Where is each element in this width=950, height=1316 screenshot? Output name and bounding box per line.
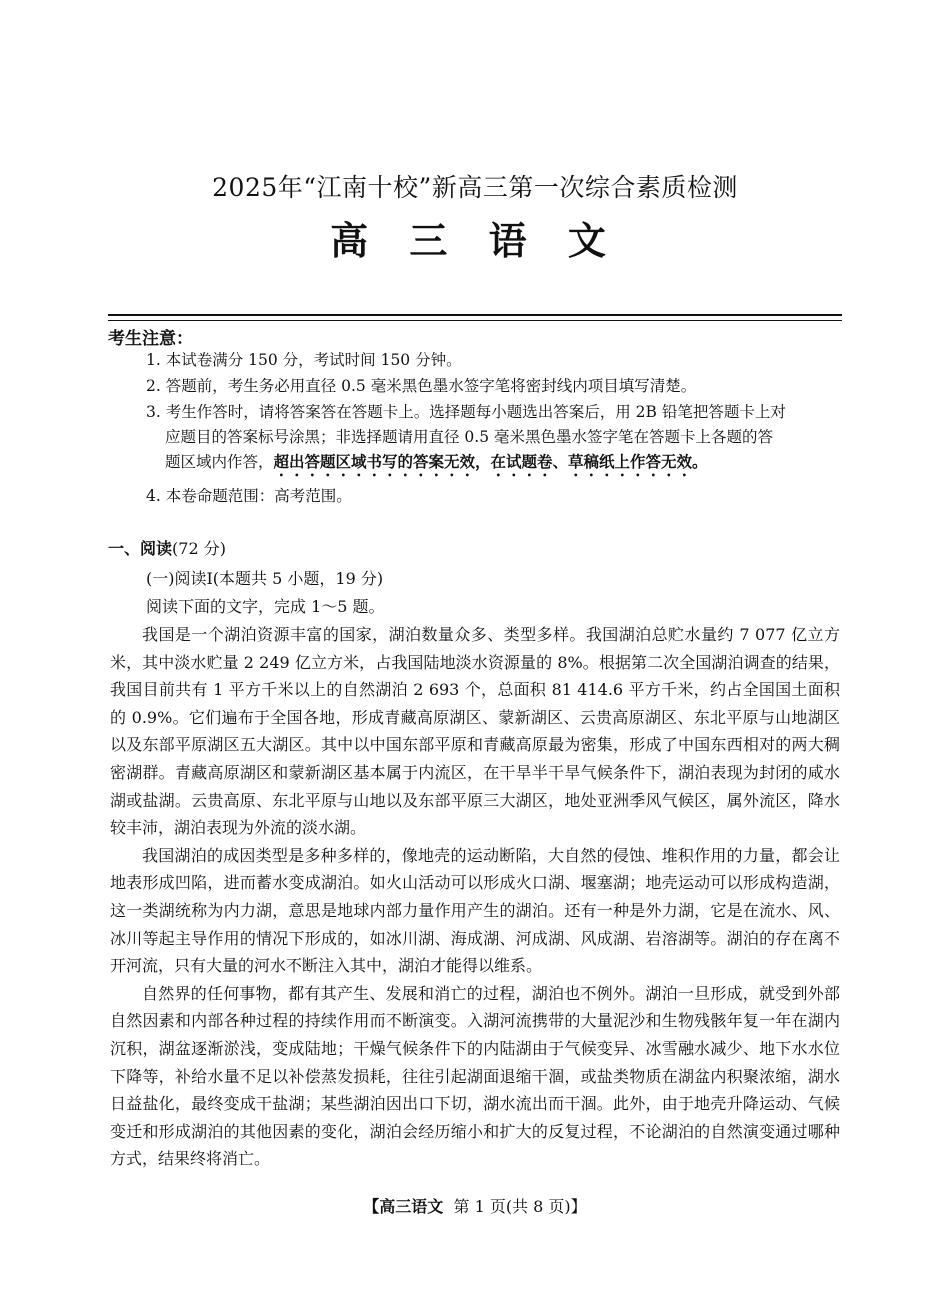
passage-paragraph-3: 自然界的任何事物，都有其产生、发展和消亡的过程，湖泊也不例外。湖泊一旦形成，就受到外部自然因素和内部各种过程的持续作用而不断演变。入湖河流携带的大量泥沙和生物残骸年复一年在湖内沉积，湖盆逐渐淤浅，变成陆地；干燥气候条件下的内陆湖由于气候变异、冰雪融水减少、地下水水位下降等，补给水量不足以补偿蒸发损耗，往往引起湖面退缩干涸，或盐类物质在湖盆内积聚浓缩，湖水日益盐化，最终变成干盐湖；某些湖泊因出口下切，湖水流出而干涸。此外，由于地壳升降运动、气候变迁和形成湖泊的其他因素的变化，湖泊会经历缩小和扩大的反复过程，不论湖泊的自然演变通过哪种方式，结果终将消亡。 xyxy=(110,983,840,1169)
section-score: (72 分) xyxy=(172,539,226,558)
footer-label: 【高三语文 xyxy=(363,1197,444,1216)
notice-item-3-line-2: 应题目的答案标号涂黑；非选择题请用直径 0.5 毫米黑色墨水签字笔在答题卡上各题的答 xyxy=(165,428,774,446)
notice-item-3 xyxy=(146,400,842,480)
reading-passage xyxy=(110,621,840,1173)
page-footer xyxy=(0,1194,950,1217)
notice-item-1: 1. 本试卷满分 150 分，考试时间 150 分钟。 xyxy=(146,351,462,369)
section-heading xyxy=(108,536,226,559)
notice-item-2: 2. 答题前，考生务必用直径 0.5 毫米黑色墨水签字笔将密封线内项目填写清楚。 xyxy=(146,377,697,395)
subject-title: 高 三 语 文 xyxy=(330,218,620,263)
notice-item-3-emphasis: 超出答题区域书写的答案无效，在试题卷、草稿纸上作答无效。 xyxy=(273,453,708,471)
reading-instruction: 阅读下面的文字，完成 1～5 题。 xyxy=(146,597,385,616)
divider-thick xyxy=(108,314,842,316)
notice-item-3-line-1: 3. 考生作答时，请将答案答在答题卡上。选择题每小题选出答案后，用 2B 铅笔把答题卡上对 xyxy=(146,403,786,421)
footer-page-number: 第 1 页(共 8 页)】 xyxy=(453,1197,587,1216)
passage-paragraph-1: 我国是一个湖泊资源丰富的国家，湖泊数量众多、类型多样。我国湖泊总贮水量约 7 077 亿立方米，其中淡水贮量 2 249 亿立方米，占我国陆地淡水资源量的 8%。根据第二次全国湖泊调查的结果，我国目前共有 1 平方千米以上的自然湖泊 2 693 个，总面积 81 414.6 平方千米，约占全国国土面积的 0.9%。它们遍布于全国各地，形成青藏高原湖区、蒙新湖区、云贵高原湖区、东北平原与山地湖区以及东部平原湖区五大湖区。其中以中国东部平原和青藏高原最为密集，形成了中国东西相对的两大稠密湖群。青藏高原湖区和蒙新湖区基本属于内流区，在干旱半干旱气候条件下，湖泊表现为封闭的咸水湖或盐湖。云贵高原、东北平原与山地以及东部平原三大湖区，地处亚洲季风气候区，属外流区，降水较丰沛，湖泊表现为外流的淡水湖。 xyxy=(110,625,840,838)
notice-item-4: 4. 本卷命题范围：高考范围。 xyxy=(146,487,352,505)
notice-heading: 考生注意： xyxy=(108,329,193,349)
notice-item-3-plain: 题区域内作答， xyxy=(165,453,274,471)
passage-paragraph-2: 我国湖泊的成因类型是多种多样的，像地壳的运动断陷，大自然的侵蚀、堆积作用的力量，都会让地表形成凹陷，进而蓄水变成湖泊。如火山活动可以形成火口湖、堰塞湖；地壳运动可以形成构造湖，这一类湖统称为内力湖，意思是地球内部力量作用产生的湖泊。还有一种是外力湖，它是在流水、风、冰川等起主导作用的情况下形成的，如冰川湖、海成湖、河成湖、风成湖、岩溶湖等。湖泊的存在离不开河流，只有大量的河水不断注入其中，湖泊才能得以维系。 xyxy=(110,845,840,976)
notice-item-3-line-3 xyxy=(146,450,842,480)
section-title: 一、阅读 xyxy=(108,539,173,558)
divider-thin xyxy=(108,320,842,321)
exam-title: 2025年“江南十校”新高三第一次综合素质检测 xyxy=(212,173,738,202)
sub-section-heading: (一)阅读Ⅰ(本题共 5 小题，19 分) xyxy=(146,569,384,588)
